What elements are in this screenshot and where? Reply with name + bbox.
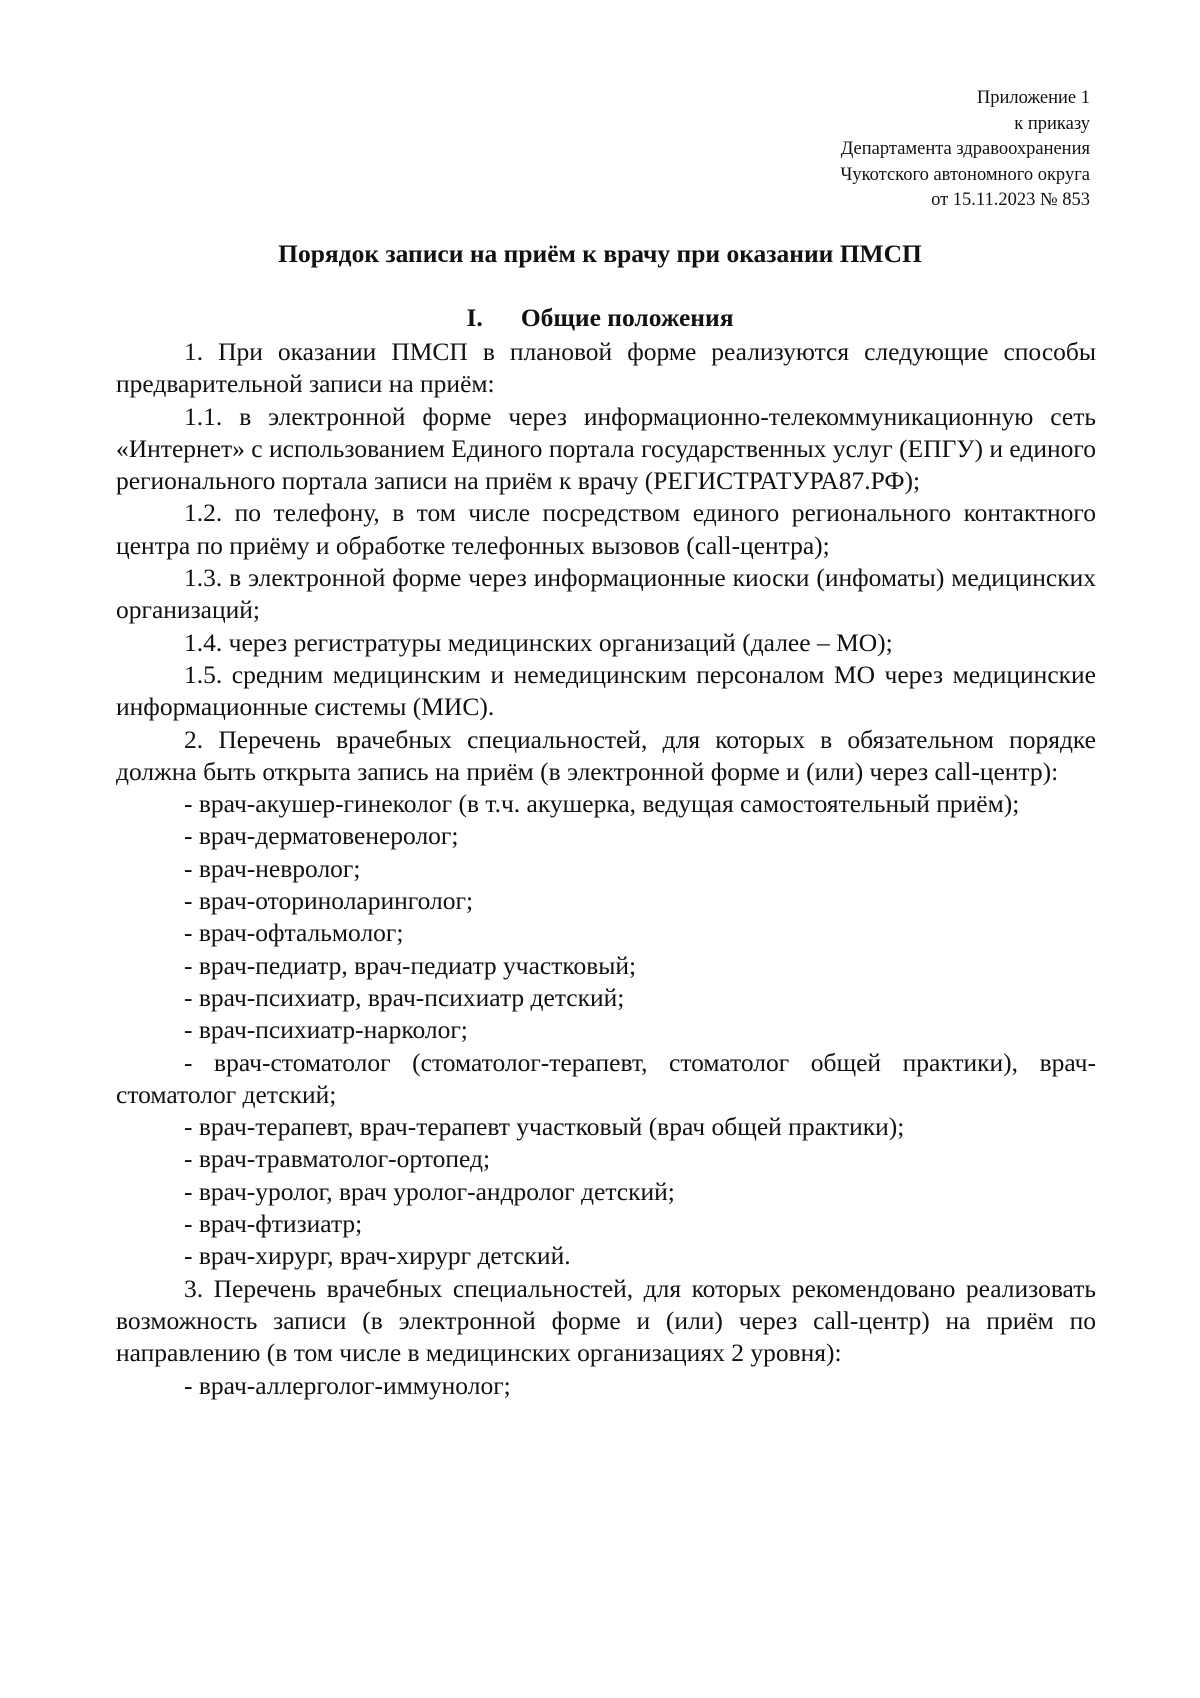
list-item: - врач-терапевт, врач-терапевт участковый (врач общей практики); <box>184 1112 905 1142</box>
paragraph: 3. Перечень врачебных специальностей, для которых рекомендовано реализовать возможность записи (в электронной форме и (или) через call-центр) на приём по направлению (в том числе в медицинских организациях 2 уровня): <box>116 1273 1096 1368</box>
annex-line: от 15.11.2023 № 853 <box>931 190 1090 210</box>
paragraph: 1.1. в электронной форме через информационно-телекоммуникационную сеть «Интернет» с использованием Единого портала государственных услуг (ЕПГУ) и единого регионального портала записи на приём к врачу (РЕГИСТРАТУРА87.РФ); <box>116 401 1096 496</box>
list-item: - врач-оториноларинголог; <box>184 886 474 916</box>
list-item: - врач-хирург, врач-хирург детский. <box>184 1241 571 1271</box>
list-item: - врач-акушер-гинеколог (в т.ч. акушерка, ведущая самостоятельный приём); <box>184 789 1020 819</box>
annex-header <box>840 86 1090 214</box>
section-title: Общие положения <box>520 303 734 332</box>
paragraph: 1.4. через регистратуры медицинских организаций (далее – МО); <box>184 627 893 657</box>
list-item: - врач-дерматовенеролог; <box>184 821 459 851</box>
list-item: - врач-психиатр-нарколог; <box>184 1015 468 1045</box>
list-item: - врач-педиатр, врач-педиатр участковый; <box>184 950 637 980</box>
paragraph: 2. Перечень врачебных специальностей, для которых в обязательном порядке должна быть открыта запись на приём (в электронной форме и (или) через call-центр): <box>116 724 1096 786</box>
list-item: - врач-аллерголог-иммунолог; <box>184 1370 511 1400</box>
section-number: I. <box>466 303 483 332</box>
document-title: Порядок записи на приём к врачу при оказании ПМСП <box>278 239 922 268</box>
paragraph: 1.2. по телефону, в том числе посредством единого регионального контактного центра по приёму и обработке телефонных вызовов (call-центра); <box>116 498 1096 560</box>
list-item: - врач-психиатр, врач-психиатр детский; <box>184 982 625 1012</box>
annex-line: Приложение 1 <box>976 88 1090 108</box>
list-item: - врач-фтизиатр; <box>184 1209 363 1239</box>
annex-line: Департамента здравоохранения <box>840 139 1090 159</box>
list-item: - врач-офтальмолог; <box>184 918 404 948</box>
paragraph: 1. При оказании ПМСП в плановой форме реализуются следующие способы предварительной записи на приём: <box>116 337 1096 399</box>
list-item: - врач-стоматолог (стоматолог-терапевт, стоматолог общей практики), врач-стоматолог детский; <box>116 1047 1096 1109</box>
list-item: - врач-уролог, врач уролог-андролог детский; <box>184 1176 675 1206</box>
list-item: - врач-травматолог-ортопед; <box>184 1144 491 1174</box>
annex-line: Чукотского автономного округа <box>840 164 1090 185</box>
paragraph: 1.5. средним медицинским и немедицинским персоналом МО через медицинские информационные системы (МИС). <box>116 659 1096 722</box>
paragraph: 1.3. в электронной форме через информационные киоски (инфоматы) медицинских организаций; <box>116 563 1096 625</box>
annex-line: к приказу <box>1014 113 1090 134</box>
list-item: - врач-невролог; <box>184 853 361 883</box>
document-body <box>116 336 1096 1402</box>
section-heading <box>0 302 1200 334</box>
